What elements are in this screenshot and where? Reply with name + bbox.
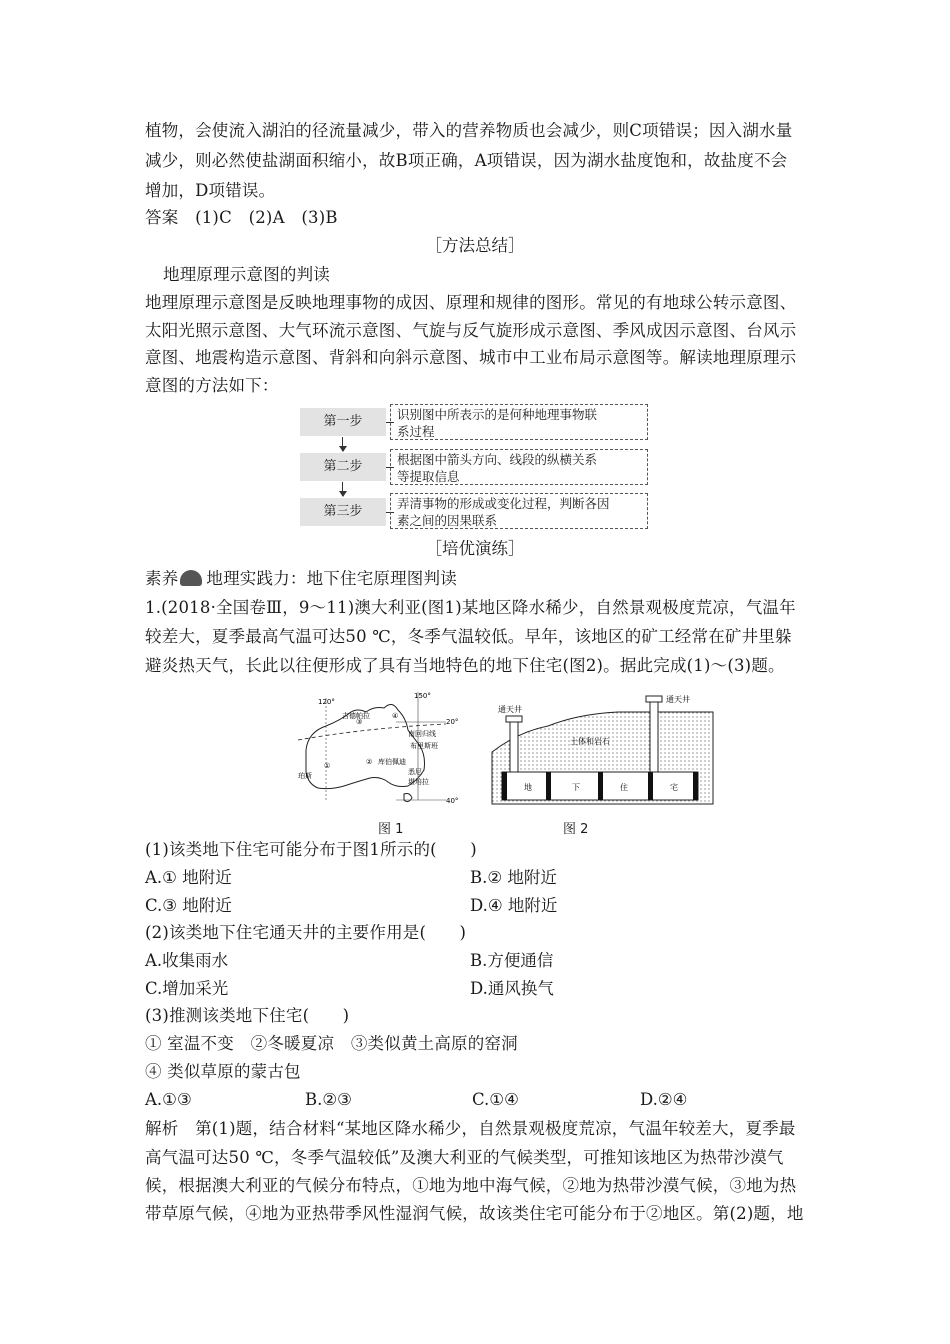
analysis-line-2: 高气温可达50 ℃，冬季气温较低”及澳大利亚的气候类型，可推知该地区为热带沙漠气	[145, 1148, 784, 1167]
city-label-3: 珀斯	[298, 772, 312, 780]
down-arrow-2-head	[339, 491, 347, 497]
analysis-line-4: 带草原气候，④地为亚热带季风性湿润气候，故该类住宅可能分布于②地区。第(2)题，地	[145, 1204, 804, 1223]
underground-house-figure	[488, 692, 716, 808]
city-label-5: 悉尼	[408, 768, 422, 776]
q1-1-option-b: B.② 地附近	[470, 868, 557, 887]
step-1-box: 第一步	[300, 408, 386, 436]
q1-2-option-d: D.通风换气	[470, 979, 554, 998]
method-line-4: 意图的方法如下：	[145, 376, 279, 395]
lon150-label: 150°	[414, 692, 431, 700]
intro-line-3: 增加，D项错误。	[145, 181, 276, 200]
left-shaft-label: 通天井	[498, 705, 522, 714]
marker-1: ①	[324, 762, 331, 770]
method-line-1: 地理原理示意图是反映地理事物的成因、原理和规律的图形。常见的有地球公转示意图、	[145, 293, 797, 312]
question-1-1: (1)该类地下住宅可能分布于图1所示的( )	[145, 840, 477, 859]
question-1-2: (2)该类地下住宅通天井的主要作用是( )	[145, 923, 467, 942]
room-char-2: 下	[572, 783, 580, 792]
question-1-3: (3)推测该类地下住宅( )	[145, 1006, 350, 1025]
figure-1-caption: 图 1	[378, 822, 404, 837]
city-label-2: 布里斯班	[410, 742, 438, 750]
marker-3: ③	[356, 718, 363, 726]
right-shaft-cap	[646, 696, 662, 702]
step-1-description: 识别图中所表示的是何种地理事物联 系过程	[390, 404, 648, 440]
left-shaft	[510, 722, 518, 772]
suyang-number-badge	[180, 570, 202, 586]
room-char-3: 住	[620, 783, 628, 792]
q1-3-statements-1: ① 室温不变 ②冬暖夏凉 ③类似黄土高原的窑洞	[145, 1034, 518, 1053]
city-label-4: 库伯佩迪	[378, 758, 406, 766]
q1-3-option-a: A.①③	[145, 1090, 192, 1109]
tasmania-outline	[404, 794, 412, 802]
left-shaft-cap	[506, 716, 522, 722]
pillar-2	[546, 772, 551, 800]
marker-2: ②	[366, 758, 373, 766]
lat20-label: 20°	[446, 718, 459, 726]
marker-4: ④	[392, 712, 399, 720]
step-3-box: 第三步	[300, 498, 386, 526]
soil-label: 土体和岩石	[570, 737, 610, 746]
room-char-1: 地	[524, 783, 532, 792]
q1-3-option-b: B.②③	[305, 1090, 352, 1109]
suyang-prefix: 素养	[145, 569, 179, 588]
practice-heading: ［培优演练］	[425, 539, 525, 558]
intro-line-1: 植物，会使流入湖泊的径流量减少，带入的营养物质也会减少，则C项错误；因入湖水量	[145, 121, 793, 140]
q1-3-option-c: C.①④	[472, 1090, 519, 1109]
down-arrow-1-head	[339, 446, 347, 452]
method-heading: ［方法总结］	[425, 236, 525, 255]
pillar-4	[648, 772, 653, 800]
australia-map-figure	[296, 690, 466, 810]
city-label-1: 吉德帕拉	[342, 712, 370, 720]
question-1-line-1: 1.(2018·全国卷Ⅲ，9～11)澳大利亚(图1)某地区降水稀少，自然景观极度荒凉，气温年	[145, 598, 796, 617]
step-3-description: 弄清事物的形成或变化过程，判断各因 素之间的因果联系	[390, 493, 648, 529]
question-1-line-3: 避炎热天气，长此以往便形成了具有当地特色的地下住宅(图2)。据此完成(1)～(3)题。	[145, 656, 785, 675]
q1-1-option-d: D.④ 地附近	[470, 896, 558, 915]
q1-2-option-b: B.方便通信	[470, 951, 554, 970]
right-shaft-label: 通天井	[666, 695, 690, 704]
pillar-3	[598, 772, 603, 800]
step-2-box: 第二步	[300, 453, 386, 481]
room-char-4: 宅	[670, 783, 678, 792]
figure-2-caption: 图 2	[563, 822, 589, 837]
right-shaft	[650, 700, 658, 772]
tropic-label: 南回归线	[408, 730, 436, 738]
suyang-title: 地理实践力：地下住宅原理图判读	[206, 569, 457, 588]
pillar-1	[502, 772, 507, 800]
step-2-description: 根据图中箭头方向、线段的纵横关系 等提取信息	[390, 449, 648, 485]
lat40-label: 40°	[446, 797, 459, 805]
city-label-6: 堪培拉	[408, 778, 429, 786]
q1-3-statements-2: ④ 类似草原的蒙古包	[145, 1062, 301, 1081]
answer-line: 答案 (1)C (2)A (3)B	[145, 208, 338, 227]
suyang-line	[145, 566, 457, 592]
method-line-3: 意图、地震构造示意图、背斜和向斜示意图、城市中工业布局示意图等。解读地理原理示	[145, 348, 797, 367]
pillar-5	[693, 772, 698, 800]
q1-1-option-a: A.① 地附近	[145, 868, 232, 887]
q1-2-option-a: A.收集雨水	[145, 951, 229, 970]
analysis-line-3: 候，根据澳大利亚的气候分布特点，①地为地中海气候，②地为热带沙漠气候，③地为热	[145, 1176, 797, 1195]
analysis-line-1: 解析 第(1)题，结合材料“某地区降水稀少，自然景观极度荒凉，气温年较差大，夏季最	[145, 1119, 796, 1138]
q1-2-option-c: C.增加采光	[145, 979, 229, 998]
q1-3-option-d: D.②④	[640, 1090, 688, 1109]
method-title: 地理原理示意图的判读	[163, 265, 330, 284]
intro-line-2: 减少，则必然使盐湖面积缩小，故B项正确，A项错误，因为湖水盐度饱和，故盐度不会	[145, 151, 788, 170]
question-1-line-2: 较差大，夏季最高气温可达50 ℃，冬季气温较低。早年，该地区的矿工经常在矿井里躲	[145, 627, 792, 646]
method-line-2: 太阳光照示意图、大气环流示意图、气旋与反气旋形成示意图、季风成因示意图、台风示	[145, 321, 797, 340]
q1-1-option-c: C.③ 地附近	[145, 896, 232, 915]
lon120-label: 120°	[318, 698, 335, 706]
